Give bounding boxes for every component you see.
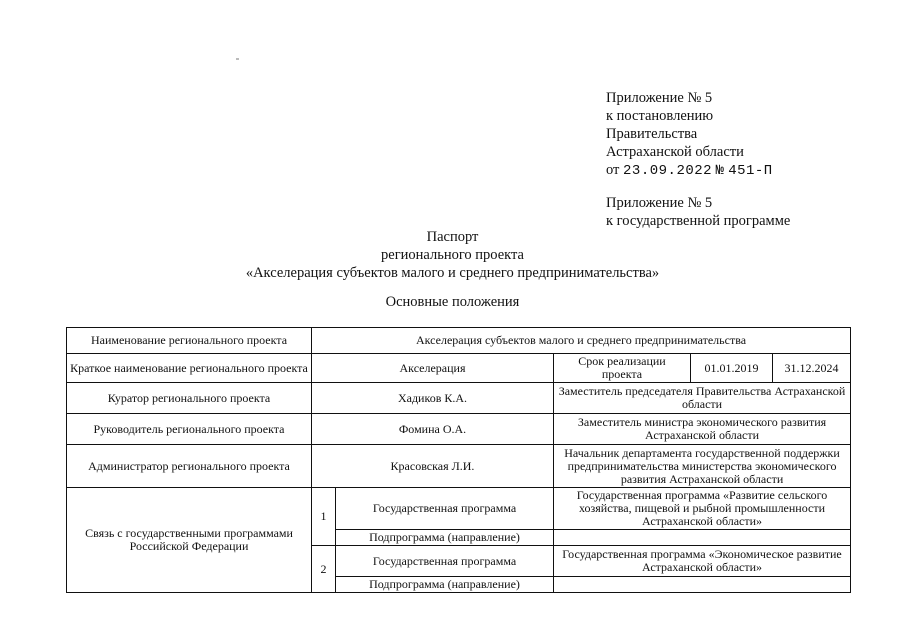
subprogram-label: Подпрограмма (направление) — [336, 577, 554, 593]
curator-label: Куратор регионального проекта — [67, 383, 312, 414]
head-position: Заместитель министра экономического развития Астраханской области — [554, 414, 851, 445]
program-label: Государственная программа — [336, 546, 554, 577]
date-prefix: от — [606, 162, 620, 178]
number-sign: № — [715, 163, 725, 179]
term-start: 01.01.2019 — [691, 354, 773, 383]
table-row — [67, 445, 851, 488]
program-index: 1 — [312, 488, 336, 546]
title-regional-project: регионального проекта — [381, 247, 524, 263]
curator-position: Заместитель председателя Правительства Астраханской области — [554, 383, 851, 414]
appendix-number: Приложение № 5 — [606, 90, 713, 106]
program-value: Государственная программа «Развитие сельского хозяйства, пищевой и рыбной промышленности Астраханской области» — [554, 488, 851, 530]
resolution-number: 451-П — [728, 163, 773, 179]
curator-name: Хадиков К.А. — [312, 383, 554, 414]
scan-speck — [236, 58, 239, 60]
table-row — [67, 328, 851, 354]
appendix-header-program — [606, 194, 790, 230]
appendix-header-resolution — [606, 89, 773, 180]
project-name-label: Наименование регионального проекта — [67, 328, 312, 354]
passport-table — [66, 327, 851, 593]
short-name-value: Акселерация — [312, 354, 554, 383]
subprogram-label: Подпрограмма (направление) — [336, 530, 554, 546]
resolution-date: 23.09.2022 — [623, 163, 713, 179]
head-name: Фомина О.А. — [312, 414, 554, 445]
appendix-to-resolution: к постановлению — [606, 108, 714, 124]
term-label: Срок реализации проекта — [554, 354, 691, 383]
program-label: Государственная программа — [336, 488, 554, 530]
document-title — [0, 228, 905, 282]
title-project-name: «Акселерация субъектов малого и среднего предпринимательства» — [245, 265, 660, 281]
short-name-label: Краткое наименование регионального проекта — [67, 354, 312, 383]
table-row — [67, 414, 851, 445]
program-index: 2 — [312, 546, 336, 593]
program-value: Государственная программа «Экономическое развитие Астраханской области» — [554, 546, 851, 577]
title-passport: Паспорт — [426, 229, 479, 245]
appendix2-number: Приложение № 5 — [606, 195, 713, 211]
admin-label: Администратор регионального проекта — [67, 445, 312, 488]
appendix-date-line — [606, 161, 773, 180]
program-links-label: Связь с государственными программами Российской Федерации — [67, 488, 312, 593]
table-row — [67, 354, 851, 383]
appendix2-to-program: к государственной программе — [606, 213, 791, 229]
head-label: Руководитель регионального проекта — [67, 414, 312, 445]
appendix-region: Астраханской области — [606, 144, 744, 160]
table-row — [67, 383, 851, 414]
section-title: Основные положения — [385, 294, 520, 310]
term-end: 31.12.2024 — [773, 354, 851, 383]
admin-name: Красовская Л.И. — [312, 445, 554, 488]
admin-position: Начальник департамента государственной поддержки предпринимательства министерства экономического развития Астраханской области — [554, 445, 851, 488]
project-name-value: Акселерация субъектов малого и среднего предпринимательства — [312, 328, 851, 354]
appendix-government: Правительства — [606, 126, 698, 142]
subprogram-value — [554, 530, 851, 546]
table-row — [67, 488, 851, 530]
subprogram-value — [554, 577, 851, 593]
